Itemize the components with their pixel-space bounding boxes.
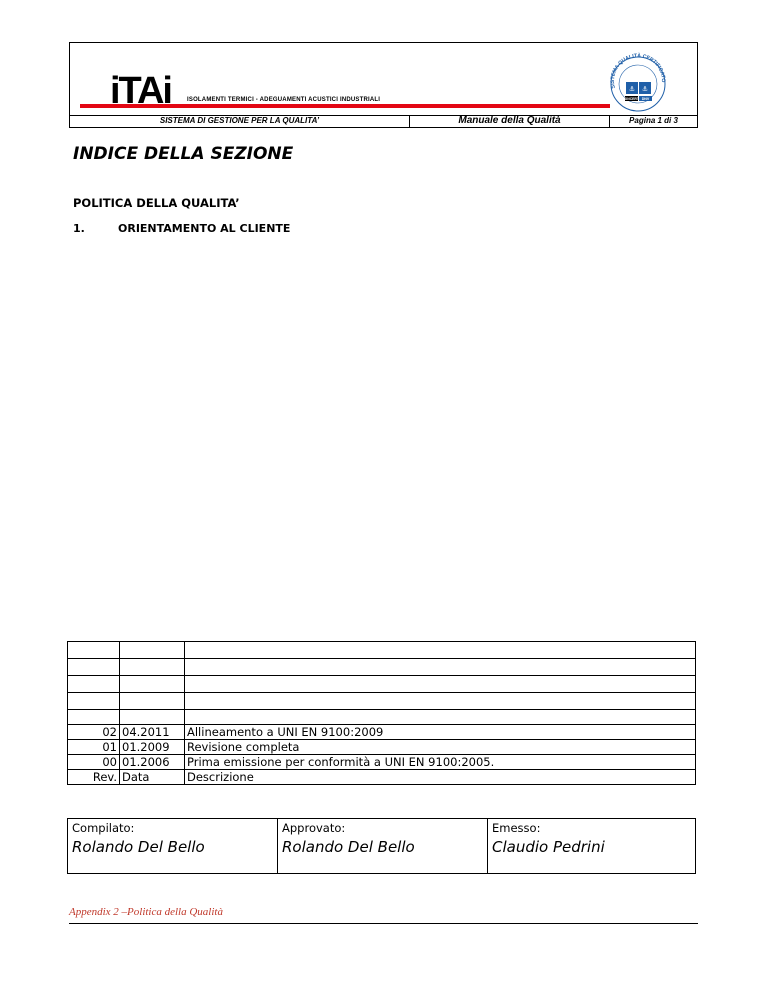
revision-table (67, 641, 696, 785)
issued-by-label: Emesso: (492, 821, 541, 835)
table-row (68, 659, 696, 676)
table-row (68, 693, 696, 710)
revision-row (68, 725, 696, 740)
issued-by-name: Claudio Pedrini (492, 838, 605, 856)
footer-divider (69, 923, 698, 924)
revision-header-row (68, 770, 696, 785)
toc-item-number: 1. (73, 222, 85, 235)
header-banner (70, 43, 697, 116)
approved-by-label: Approvato: (282, 821, 346, 835)
header-info-row (70, 115, 697, 127)
table-row (68, 676, 696, 693)
compiled-by-label: Compilato: (72, 821, 135, 835)
compiled-by-cell (68, 819, 278, 873)
revision-row (68, 755, 696, 770)
manual-label: Manuale della Qualità (410, 115, 610, 127)
revision-description: Prima emissione per conformità a UNI EN 9100:2005. (185, 755, 696, 770)
revision-description: Revisione completa (185, 740, 696, 755)
certification-seal (605, 48, 671, 114)
revision-row (68, 740, 696, 755)
svg-text:⚓: ⚓ (628, 85, 636, 93)
approved-by-cell (278, 819, 488, 873)
rev-column-header: Rev. (68, 770, 120, 785)
svg-text:DNV: DNV (641, 97, 650, 101)
page-number: Pagina 1 di 3 (629, 116, 678, 125)
company-tagline: ISOLAMENTI TERMICI - ADEGUAMENTI ACUSTICI INDUSTRIALI (187, 97, 381, 103)
section-index-title: INDICE DELLA SEZIONE (73, 144, 294, 164)
compiled-by-name: Rolando Del Bello (72, 838, 205, 856)
revision-number: 01 (68, 740, 120, 755)
approved-by-name: Rolando Del Bello (282, 838, 415, 856)
date-column-header: Data (120, 770, 185, 785)
svg-text:iTAi: iTAi (110, 70, 171, 106)
company-logo (110, 70, 190, 106)
toc-item-text: ORIENTAMENTO AL CLIENTE (118, 222, 291, 235)
description-column-header: Descrizione (185, 770, 696, 785)
revision-date: 04.2011 (120, 725, 185, 740)
system-label: SISTEMA DI GESTIONE PER LA QUALITA’ (70, 115, 410, 127)
svg-text:SINCERT: SINCERT (624, 97, 639, 101)
table-row (68, 710, 696, 725)
revision-date: 01.2006 (120, 755, 185, 770)
footer-text: Appendix 2 –Politica della Qualità (69, 906, 223, 918)
revision-number: 02 (68, 725, 120, 740)
revision-description: Allineamento a UNI EN 9100:2009 (185, 725, 696, 740)
document-header (69, 42, 698, 128)
issued-by-cell (488, 819, 695, 873)
policy-subtitle: POLITICA DELLA QUALITA’ (73, 196, 240, 210)
svg-text:SISTEMA QUALITÀ CERTIFICATO: SISTEMA QUALITÀ CERTIFICATO (609, 53, 667, 89)
table-row (68, 642, 696, 659)
revision-date: 01.2009 (120, 740, 185, 755)
svg-text:⚓: ⚓ (641, 85, 649, 93)
signature-table (67, 818, 696, 874)
revision-number: 00 (68, 755, 120, 770)
